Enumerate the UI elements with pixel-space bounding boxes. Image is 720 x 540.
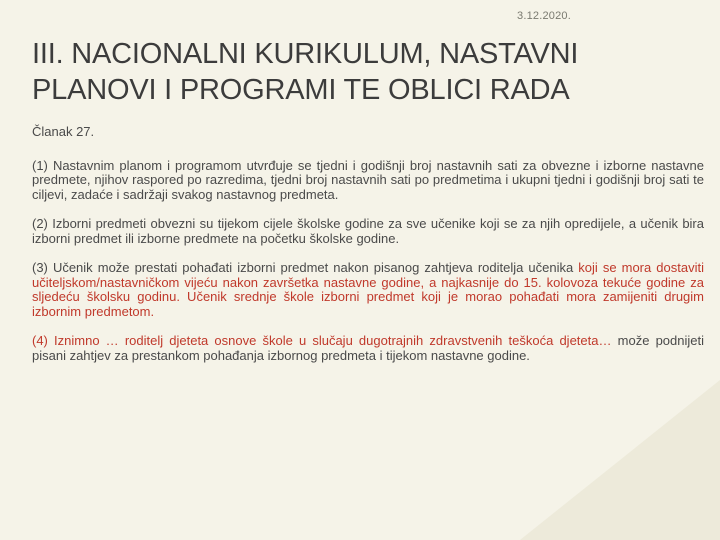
article-heading: Članak 27. — [32, 124, 95, 139]
slide-content — [32, 125, 704, 378]
paragraph-4-text: može podnijeti pisani zahtjev za prestankom pohađanja izbornog predmeta i tijekom nastavne godine. — [32, 333, 704, 363]
paragraph-2: (2) Izborni predmeti obvezni su tijekom cijele školske godine za sve učenike koji se za njih opredijele, a učenik bira izborni predmet ili izborne predmete na početku školske godine. — [32, 216, 704, 246]
paragraph-1: (1) Nastavnim planom i programom utvrđuje se tjedni i godišnji broj nastavnih sati za obvezne i izborne nastavne predmete, njihov raspored po razredima, tjedni broj nastavnih sati po predmetima i ukupni tjedni i godišnji broj sati te ciljevi, zadaće i sadržaji svakog nastavnog predmeta. — [32, 157, 704, 202]
title-line-1: III. NACIONALNI KURIKULUM, NASTAVNI — [32, 38, 579, 70]
slide-date: 3.12.2020. — [517, 10, 571, 22]
paragraph-3 — [32, 261, 704, 319]
title-line-2: PLANOVI I PROGRAMI TE OBLICI RADA — [32, 74, 570, 106]
paragraph-3-text: (3) Učenik može prestati pohađati izborni predmet nakon pisanog zahtjeva roditelja učenika — [32, 260, 579, 275]
decorative-corner — [520, 380, 720, 540]
paragraph-3-highlight: koji se mora dostaviti učiteljskom/nastavničkom vijeću nakon završetka nastavne godine, a najkasnije do 15. kolovoza tekuće godine za sljedeću školsku godinu. Učenik srednje škole izborni predmet koji je morao pohađati mora zamijeniti drugim izbornim predmetom. — [32, 260, 704, 319]
paragraph-4 — [32, 334, 704, 363]
paragraph-4-highlight: (4) Iznimno … roditelj djeteta osnove škole u slučaju dugotrajnih zdravstvenih teškoća djeteta… — [32, 333, 612, 348]
slide-title — [32, 36, 672, 108]
